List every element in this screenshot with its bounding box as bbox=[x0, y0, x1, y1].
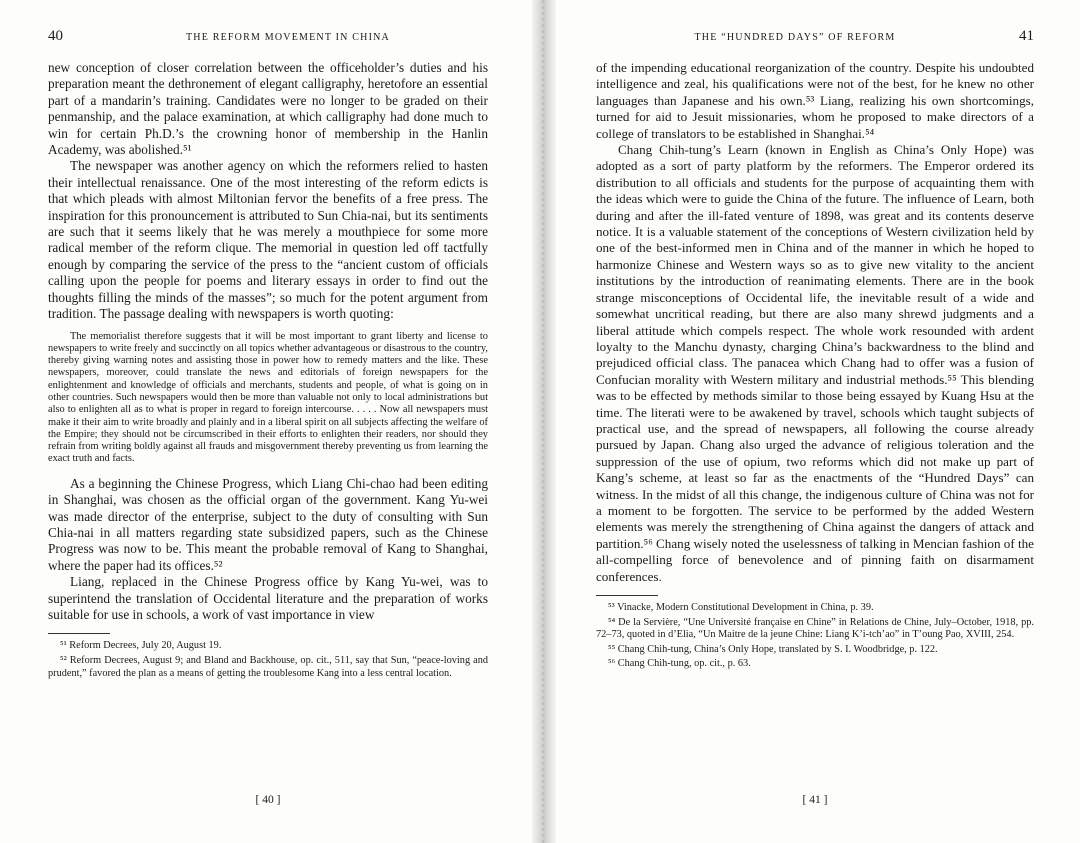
page-body bbox=[48, 60, 488, 682]
footnote: ⁵² Reform Decrees, August 9; and Bland and Backhouse, op. cit., 511, say that Sun, “peace-loving and prudent,” favored the plan as a means of getting the troublesome Kang into a less central location. bbox=[48, 655, 488, 679]
footnote-rule bbox=[48, 633, 110, 634]
paragraph: Liang, replaced in the Chinese Progress office by Kang Yu-wei, was to superintend the translation of Occidental literature and the preparation of works suitable for use in schools, a work of vast importance in view bbox=[48, 574, 488, 623]
paragraph: Chang Chih-tung’s Learn (known in English as China’s Only Hope) was adopted as a sort of party platform by the reformers. The Emperor ordered its distribution to all officials and students for the purpose of acquainting them with the ideas which were to guide the China of the future. The influence of Learn, both during and after the ill-fated venture of 1898, was great and its contents deserve notice. It is a valuable statement of the conceptions of Western civilization held by one of the best-informed men in China and of the manner in which he hoped to harmonize Chinese and Western ways so as to give new vitality to the ancient institutions by the introduction of reanimating elements. There are in the book strange misconceptions of Occidental life, the inevitable result of a wide and somewhat uncritical reading, but there are also many shrewd judgments and a liberal attitude which compels respect. The whole work resounded with ardent loyalty to the Manchu dynasty, charging China’s backwardness to the blind and prejudiced official class. The panacea which Chang had to offer was a fusion of Confucian morality with Western military and industrial methods.⁵⁵ This blending was to be effected by methods similar to those being essayed by Kuang Hsu at the time. The literati were to be awakened by travel, schools which taught subjects of practical use, and the spread of newspapers, all following the course already pursued by Japan. Chang also urged the advance of religious toleration and the suppression of the use of opium, two reforms which did not make up part of Kang’s scheme, at least so far as the enactments of the “Hundred Days” can witness. In the midst of all this change, the indigenous culture of China was not for a moment to be forgotten. The service to be performed by the added Western elements was merely the strengthening of China against the dangers of attack and partition.⁵⁶ Chang wisely noted the uselessness of talking in Mencian fashion of the all-compelling force of benevolence and of pinning faith on disarmament conferences. bbox=[596, 142, 1034, 584]
footnote-rule bbox=[596, 595, 658, 596]
footnotes bbox=[48, 640, 488, 680]
footnote: ⁵¹ Reform Decrees, July 20, August 19. bbox=[60, 640, 222, 652]
footnote: ⁵⁴ De la Servière, “Une Université française en Chine” in Relations de Chine, July–October, 1918, pp. 72–73, quoted in d’Elia, “Un Maitre de la jeune Chine: Liang K’i-tch’ao” in T’oung Pao, XVIII, 254. bbox=[596, 616, 1034, 641]
paragraph: of the impending educational reorganization of the country. Despite his undoubted intelligence and zeal, his qualifications were not of the best, for he knew no other languages than Japanese and his own.⁵³ Liang, realizing his own shortcomings, turned for aid to Jesuit missionaries, whom he proposed to make directors of a college of translators to be established in Shanghai.⁵⁴ bbox=[596, 60, 1034, 141]
left-page bbox=[0, 0, 532, 843]
page-number: 40 bbox=[48, 28, 63, 44]
running-head bbox=[596, 26, 1034, 46]
paragraph: new conception of closer correlation between the officeholder’s duties and his preparation meant the dethronement of elegant calligraphy, heretofore an essential part of a mandarin’s training. Candidates were no longer to be graded on their penmanship, and the palace examination, at which calligraphy had done much to win for certain Ph.D.’s the crowning honor of membership in the Hanlin Academy, was abolished.⁵¹ bbox=[48, 60, 488, 158]
footnote: ⁵⁵ Chang Chih-tung, China’s Only Hope, translated by S. I. Woodbridge, p. 122. bbox=[608, 643, 938, 655]
footnote: ⁵⁶ Chang Chih-tung, op. cit., p. 63. bbox=[608, 658, 751, 670]
block-quote bbox=[48, 331, 488, 466]
book-gutter bbox=[532, 0, 556, 843]
paragraph: As a beginning the Chinese Progress, which Liang Chi-chao had been editing in Shanghai, was chosen as the official organ of the government. Kang Yu-wei was made director of the enterprise, subject to the duty of consulting with Sun Chia-nai in all matters regarding state subsidized papers, such as the Chinese Progress was now to be. This meant the probable removal of Kang to Shanghai, where the paper had its offices.⁵² bbox=[48, 475, 488, 573]
running-head bbox=[48, 26, 488, 46]
footnote: ⁵³ Vinacke, Modern Constitutional Development in China, p. 39. bbox=[608, 602, 874, 613]
folio: [ 41 ] bbox=[802, 794, 828, 806]
quote-text: The memorialist therefore suggests that it will be most important to grant liberty and license to newspapers to write freely and succinctly on all topics whether advantageous or disastrous to the country, thereby giving warning notes and assisting those in power how to remedy matters and the like. These newspapers, moreover, could translate the news and editorials of foreign newspapers for the enlightenment and knowledge of officials and merchants, students and people, of what is going on in other countries. Such newspapers would then be more than valuable not only to local administrations but also to enlighten all as to what is proper in regard to foreign intercourse. . . . . Now all newspapers must make it their aim to write broadly and plainly and in a liberal spirit on all subjects affecting the welfare of the Empire; they should not be circumscribed in their efforts to enlighten their readers, nor should they refrain from writing boldly against all frauds and misgovernment thereby preventing us from learning the exact truth and facts. bbox=[48, 330, 488, 465]
folio: [ 40 ] bbox=[255, 794, 281, 806]
footnotes bbox=[596, 602, 1034, 671]
running-title: THE “HUNDRED DAYS” OF REFORM bbox=[694, 32, 896, 43]
paragraph: The newspaper was another agency on which the reformers relied to hasten their intellectual renaissance. One of the most interesting of the reform edicts is that which pleads with almost Miltonian fervor the benefits of a free press. The inspiration for this pronouncement is attributed to Sun Chia-nai, but its sentiments are such that it seems likely that he was merely a mouthpiece for some more radical member of the reform clique. The memorial in question led off tactfully enough by comparing the service of the press to the “ancient custom of officials calling upon the people for poems and literary essays in order to find out the thoughts filling the minds of the masses”; so much for the potent argument from tradition. The passage dealing with newspapers is worth quoting: bbox=[48, 158, 488, 322]
right-page bbox=[556, 0, 1080, 843]
running-title: THE REFORM MOVEMENT IN CHINA bbox=[186, 32, 390, 43]
page-body bbox=[596, 60, 1034, 673]
page-number: 41 bbox=[1019, 28, 1034, 44]
